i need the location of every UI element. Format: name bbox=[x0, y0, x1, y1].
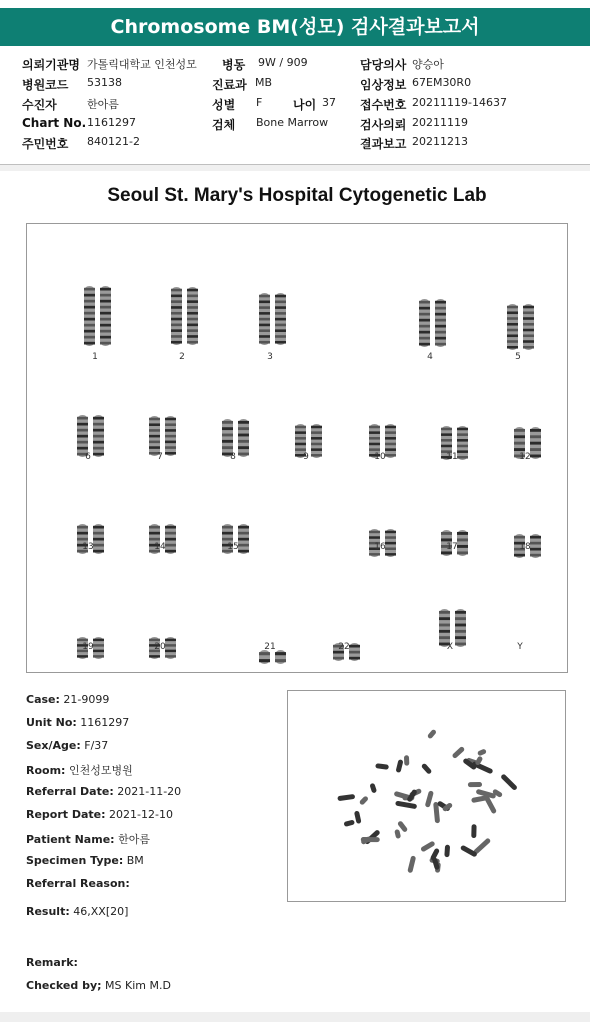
ward-label: 병동 bbox=[222, 58, 246, 72]
unit-label: Unit No: bbox=[26, 716, 77, 729]
patient-value: 한아름 bbox=[87, 98, 119, 111]
hospital-code-label: 병원코드 bbox=[22, 78, 69, 92]
checked-line bbox=[26, 979, 171, 992]
age-label: 나이 bbox=[293, 98, 317, 112]
metaphase-chromosome bbox=[359, 795, 369, 805]
metaphase-chromosome bbox=[375, 763, 389, 770]
chromosome-label-11: 11 bbox=[446, 452, 458, 462]
info-row-5 bbox=[0, 135, 590, 153]
chromosome-label-X: X bbox=[446, 642, 454, 652]
metaphase-chromosome bbox=[396, 759, 404, 773]
sexage-line bbox=[26, 739, 108, 752]
ward-value: 9W / 909 bbox=[258, 56, 308, 69]
top-margin bbox=[0, 0, 590, 8]
info-row-4 bbox=[0, 116, 590, 134]
reportdate-line bbox=[26, 808, 173, 821]
info-row-3 bbox=[0, 96, 590, 114]
reportdate-value: 2021-12-10 bbox=[109, 808, 173, 821]
sex-label: 성별 bbox=[212, 98, 236, 112]
case-line bbox=[26, 693, 109, 706]
metaphase-chromosome bbox=[477, 748, 487, 756]
chromosome-label-17: 17 bbox=[446, 542, 458, 552]
dept-value: MB bbox=[255, 76, 273, 89]
specimen-value: Bone Marrow bbox=[256, 116, 329, 129]
chromosome-label-5: 5 bbox=[515, 352, 521, 362]
chromosome-pair-2 bbox=[163, 285, 207, 347]
chromosome-label-19: 19 bbox=[82, 642, 94, 652]
metaphase-chromosome bbox=[407, 855, 416, 873]
institution-label: 의뢰기관명 bbox=[22, 58, 80, 72]
remark-line bbox=[26, 956, 78, 969]
chromosome-label-Y: Y bbox=[517, 642, 523, 652]
sexage-label: Sex/Age: bbox=[26, 739, 81, 752]
report-date-label: 결과보고 bbox=[360, 137, 407, 151]
sex-value: F bbox=[256, 96, 263, 109]
referral-label: Referral Date: bbox=[26, 785, 114, 798]
id-value: 840121-2 bbox=[87, 135, 140, 148]
clinical-label: 임상정보 bbox=[360, 78, 407, 92]
clinical-value: 67EM30R0 bbox=[412, 76, 472, 89]
age-value: 37 bbox=[322, 96, 336, 109]
chromosome-label-9: 9 bbox=[303, 452, 309, 462]
result-line bbox=[26, 905, 128, 918]
metaphase-chromosome bbox=[425, 790, 434, 807]
chromosome-pair-4 bbox=[411, 297, 455, 349]
metaphase-chromosome bbox=[420, 840, 436, 852]
chromosome-label-2: 2 bbox=[179, 352, 185, 362]
metaphase-chromosome bbox=[404, 755, 409, 766]
chromosome-label-14: 14 bbox=[154, 542, 166, 552]
doctor-value: 양승아 bbox=[412, 58, 444, 71]
case-value: 21-9099 bbox=[63, 693, 110, 706]
dept-label: 진료과 bbox=[212, 78, 247, 92]
metaphase-chromosome bbox=[354, 810, 362, 824]
institution-value: 가톨릭대학교 인천성모 bbox=[87, 58, 197, 71]
reason-line bbox=[26, 877, 130, 890]
chromosome-pair-1 bbox=[76, 284, 120, 348]
chromosome-label-20: 20 bbox=[154, 642, 166, 652]
chromosome-label-4: 4 bbox=[427, 352, 433, 362]
pname-line bbox=[26, 831, 150, 847]
report-date-value: 20211213 bbox=[412, 135, 468, 148]
request-label: 검사의뢰 bbox=[360, 118, 407, 132]
receipt-label: 접수번호 bbox=[360, 98, 407, 112]
patient-label: 수진자 bbox=[22, 98, 57, 112]
metaphase-chromosome bbox=[427, 729, 437, 740]
chromosome-label-16: 16 bbox=[374, 542, 386, 552]
pname-label: Patient Name: bbox=[26, 833, 115, 846]
metaphase-chromosome bbox=[444, 845, 450, 858]
chromosome-label-3: 3 bbox=[267, 352, 273, 362]
chromosome-label-22: 22 bbox=[338, 642, 350, 652]
bottom-margin bbox=[0, 1012, 590, 1022]
referral-value: 2021-11-20 bbox=[117, 785, 182, 798]
spec-value: BM bbox=[126, 854, 144, 867]
sexage-value: F/37 bbox=[84, 739, 109, 752]
checked-label: Checked by; bbox=[26, 979, 102, 992]
chromosome-label-6: 6 bbox=[85, 452, 91, 462]
specimen-label: 검체 bbox=[212, 118, 236, 132]
chromosome-label-21: 21 bbox=[264, 642, 276, 652]
metaphase-chromosome bbox=[421, 763, 433, 775]
room-line bbox=[26, 762, 133, 778]
checked-value: MS Kim M.D bbox=[105, 979, 171, 992]
metaphase-chromosome bbox=[395, 801, 417, 810]
metaphase-image bbox=[287, 690, 566, 902]
hospital-code-value: 53138 bbox=[87, 76, 122, 89]
chromosome-label-18: 18 bbox=[519, 542, 531, 552]
chromosome-label-1: 1 bbox=[92, 352, 98, 362]
lab-title: Seoul St. Mary's Hospital Cytogenetic Lab bbox=[107, 185, 487, 206]
chromosome-label-8: 8 bbox=[230, 452, 236, 462]
metaphase-chromosome bbox=[337, 794, 355, 801]
room-label: Room: bbox=[26, 764, 66, 777]
chart-value: 1161297 bbox=[87, 116, 136, 129]
result-value: 46,XX[20] bbox=[73, 905, 129, 918]
metaphase-chromosome bbox=[394, 829, 401, 839]
info-row-1 bbox=[0, 56, 590, 74]
unit-value: 1161297 bbox=[80, 716, 130, 729]
spec-line bbox=[26, 854, 144, 867]
referral-line bbox=[26, 785, 181, 798]
chromosome-label-12: 12 bbox=[519, 452, 531, 462]
karyogram-panel bbox=[26, 223, 568, 673]
remark-label: Remark: bbox=[26, 956, 78, 969]
spec-label: Specimen Type: bbox=[26, 854, 124, 867]
reportdate-label: Report Date: bbox=[26, 808, 106, 821]
karyotype-report bbox=[4, 171, 584, 1009]
room-value: 인천성모병원 bbox=[68, 764, 133, 777]
chromosome-label-7: 7 bbox=[157, 452, 163, 462]
metaphase-chromosome bbox=[471, 824, 476, 838]
metaphase-spread-image bbox=[288, 691, 565, 901]
chromosome-label-13: 13 bbox=[82, 542, 94, 552]
metaphase-chromosome bbox=[451, 746, 465, 759]
reason-label: Referral Reason: bbox=[26, 877, 130, 890]
unit-line bbox=[26, 716, 129, 729]
patient-info-section bbox=[0, 46, 590, 164]
metaphase-chromosome bbox=[468, 782, 482, 787]
doctor-label: 담당의사 bbox=[360, 58, 407, 72]
metaphase-chromosome bbox=[369, 783, 377, 794]
receipt-value: 20211119-14637 bbox=[412, 96, 507, 109]
chart-label: Chart No. bbox=[22, 116, 87, 130]
chromosome-label-10: 10 bbox=[374, 452, 386, 462]
metaphase-chromosome bbox=[343, 819, 355, 827]
pname-value: 한아름 bbox=[118, 833, 150, 846]
report-title: Chromosome BM(성모) 검사결과보고서 bbox=[0, 8, 590, 46]
id-label: 주민번호 bbox=[22, 137, 69, 151]
chromosome-label-15: 15 bbox=[227, 542, 239, 552]
result-label: Result: bbox=[26, 905, 70, 918]
metaphase-chromosome bbox=[500, 773, 518, 791]
chromosome-pair-5 bbox=[499, 302, 543, 352]
request-value: 20211119 bbox=[412, 116, 468, 129]
chromosome-pair-3 bbox=[251, 291, 295, 347]
case-label: Case: bbox=[26, 693, 60, 706]
info-row-2 bbox=[0, 76, 590, 94]
